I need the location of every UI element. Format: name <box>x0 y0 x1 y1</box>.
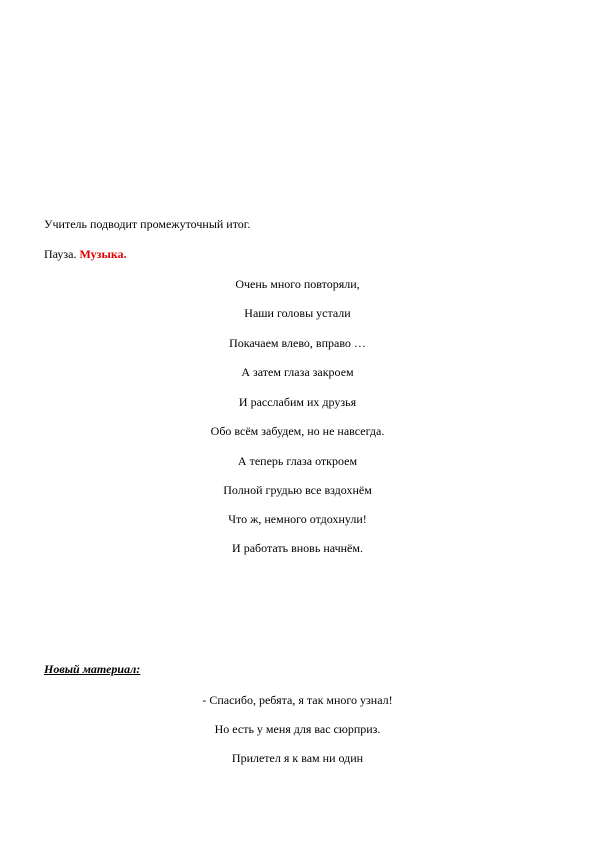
poem-line: Очень много повторяли, <box>235 277 360 291</box>
poem-line: Покачаем влево, вправо … <box>229 336 366 350</box>
poem-line: Полной грудью все вздохнём <box>223 483 372 497</box>
music-label: Музыка. <box>79 247 127 261</box>
dialogue-line: Но есть у меня для вас сюрприз. <box>214 722 381 736</box>
poem-line: И расслабим их друзья <box>238 395 357 409</box>
dialogue-line: Прилетел я к вам ни один <box>231 751 364 765</box>
poem-line: Что ж, немного отдохнули! <box>228 512 367 526</box>
section-heading: Новый материал: <box>44 662 141 676</box>
poem-line: И работать вновь начнём. <box>232 541 363 555</box>
poem-line: А затем глаза закроем <box>241 365 354 379</box>
intro-paragraph: Учитель подводит промежуточный итог. <box>44 217 251 231</box>
dialogue-line: - Спасибо, ребята, я так много узнал! <box>202 693 393 707</box>
poem-line: Обо всём забудем, но не навсегда. <box>210 424 385 438</box>
poem-line: А теперь глаза откроем <box>237 454 358 468</box>
pause-paragraph <box>44 247 127 261</box>
poem-line: Наши головы устали <box>244 306 351 320</box>
pause-label: Пауза. <box>44 247 77 261</box>
